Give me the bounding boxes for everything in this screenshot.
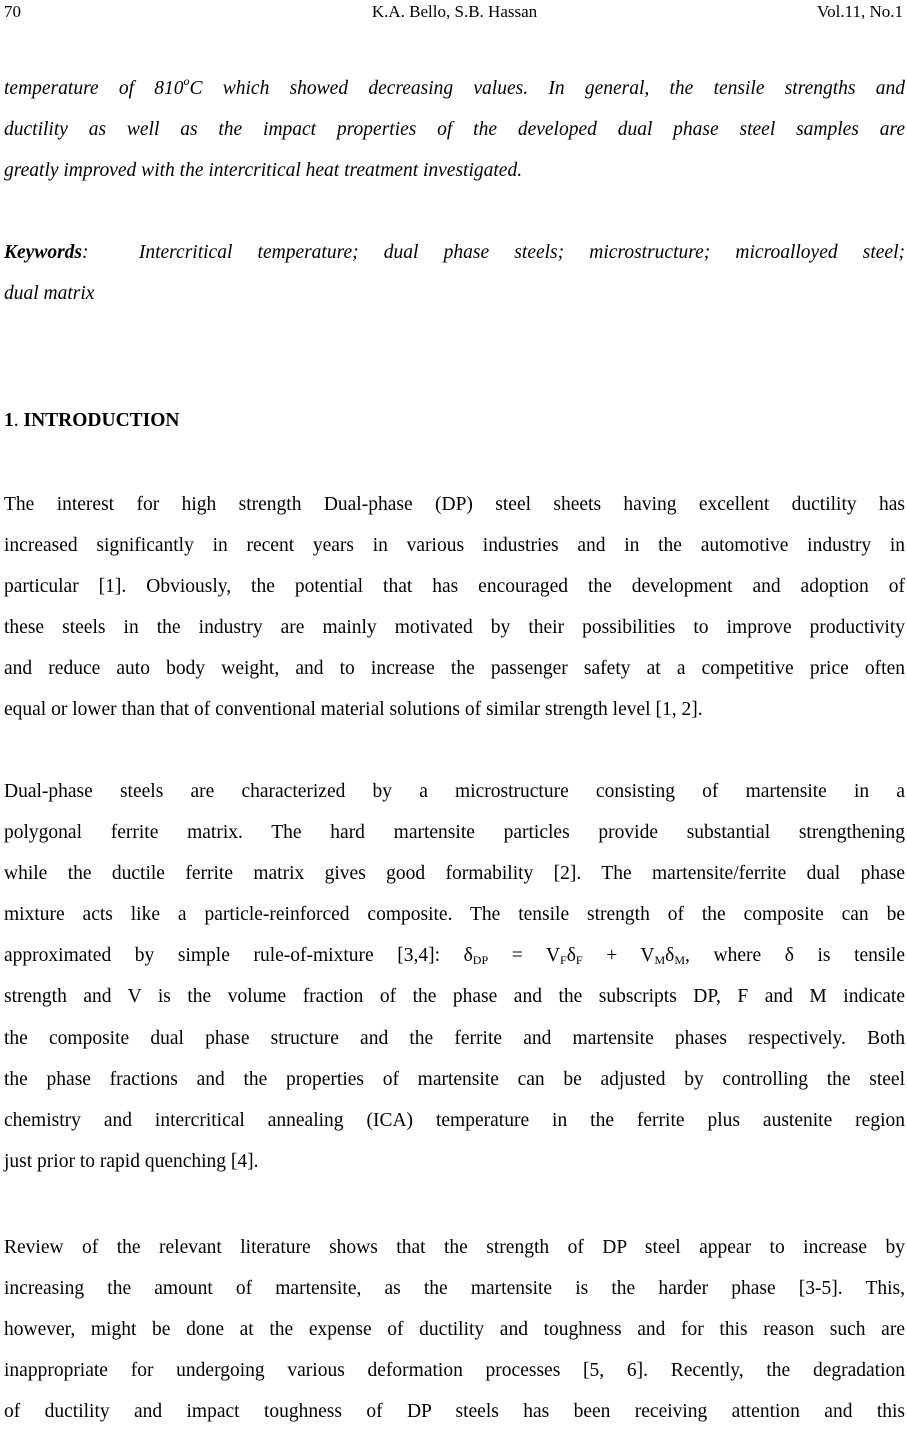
section-title: INTRODUCTION [23, 410, 180, 431]
section-number: 1 [4, 410, 14, 431]
paragraph-line: equal or lower than that of conventional material solutions of similar strength level [1, 2]. [4, 699, 703, 721]
page-number: 70 [4, 2, 21, 21]
paragraph-line: chemistry and intercritical annealing (ICA) temperature in the ferrite plus austenite region [4, 1109, 905, 1131]
paragraph-line: while the ductile ferrite matrix gives good formability [2]. The martensite/ferrite dual phase [4, 863, 905, 885]
paragraph-line: particular [1]. Obviously, the potential that has encouraged the development and adoption of [4, 576, 905, 598]
running-authors: K.A. Bello, S.B. Hassan [371, 2, 538, 21]
paragraph-line: polygonal ferrite matrix. The hard martensite particles provide substantial strengthening [4, 822, 905, 844]
section-heading: 1. INTRODUCTION [4, 410, 180, 431]
paragraph-line: and reduce auto body weight, and to increase the passenger safety at a competitive price often [4, 658, 905, 680]
paragraph-line: Dual-phase steels are characterized by a microstructure consisting of martensite in a [4, 781, 905, 802]
abstract-continuation [4, 68, 905, 191]
running-header [4, 1, 905, 23]
introduction-paragraph-1 [4, 484, 905, 731]
keywords-line: Keywords: Intercritical temperature; dual phase steels; microstructure; microalloyed steel; [4, 242, 906, 263]
abstract-line: greatly improved with the intercritical heat treatment investigated. [4, 160, 523, 182]
journal-volume: Vol.11, No.1 [817, 2, 903, 21]
paragraph-line: The interest for high strength Dual-phase (DP) steel sheets having excellent ductility has [4, 494, 905, 515]
paragraph-line: mixture acts like a particle-reinforced composite. The tensile strength of the composite can be [4, 904, 905, 926]
formula-line: approximated by simple rule-of-mixture [3,4]: $\delta_{DP} = V_F\delta_F + V_M\delta_M$, where δ is tensile [4, 945, 905, 968]
paragraph-line: increased significantly in recent years in various industries and in the automotive industry in [4, 535, 905, 557]
keywords-line: dual matrix [4, 283, 95, 305]
rule-of-mixture-formula: $\delta_{DP} = V_F\delta_F + V_M\delta_M$ [463, 945, 686, 968]
paragraph-line: Review of the relevant literature shows that the strength of DP steel appear to increase by [4, 1237, 905, 1258]
keywords-label: Keywords [4, 242, 82, 263]
keywords-block [4, 232, 905, 314]
paragraph-line: increasing the amount of martensite, as the martensite is the harder phase [3-5]. This, [4, 1278, 905, 1300]
abstract-line: ductility as well as the impact properties of the developed dual phase steel samples are [4, 119, 905, 141]
introduction-paragraph-2 [4, 771, 905, 1182]
introduction-paragraph-3 [4, 1227, 905, 1432]
paragraph-line: however, might be done at the expense of ductility and toughness and for this reason such are [4, 1319, 905, 1341]
paragraph-line: of ductility and impact toughness of DP steels has been receiving attention and this [4, 1401, 905, 1423]
paragraph-line: inappropriate for undergoing various deformation processes [5, 6]. Recently, the degradation [4, 1360, 905, 1382]
paragraph-line: the phase fractions and the properties of martensite can be adjusted by controlling the steel [4, 1068, 905, 1090]
keywords-list: Intercritical temperature; dual phase steels; microstructure; microalloyed steel; [138, 242, 906, 263]
abstract-line: temperature of 810$^o$C which showed decreasing values. In general, the tensile strengths and [4, 74, 905, 99]
paragraph-line: these steels in the industry are mainly motivated by their possibilities to improve productivity [4, 617, 905, 639]
paragraph-line: strength and V is the volume fraction of the phase and the subscripts DP, F and M indicate [4, 986, 905, 1008]
paragraph-line: just prior to rapid quenching [4]. [4, 1150, 259, 1172]
paragraph-line: the composite dual phase structure and the ferrite and martensite phases respectively. Both [4, 1027, 905, 1049]
